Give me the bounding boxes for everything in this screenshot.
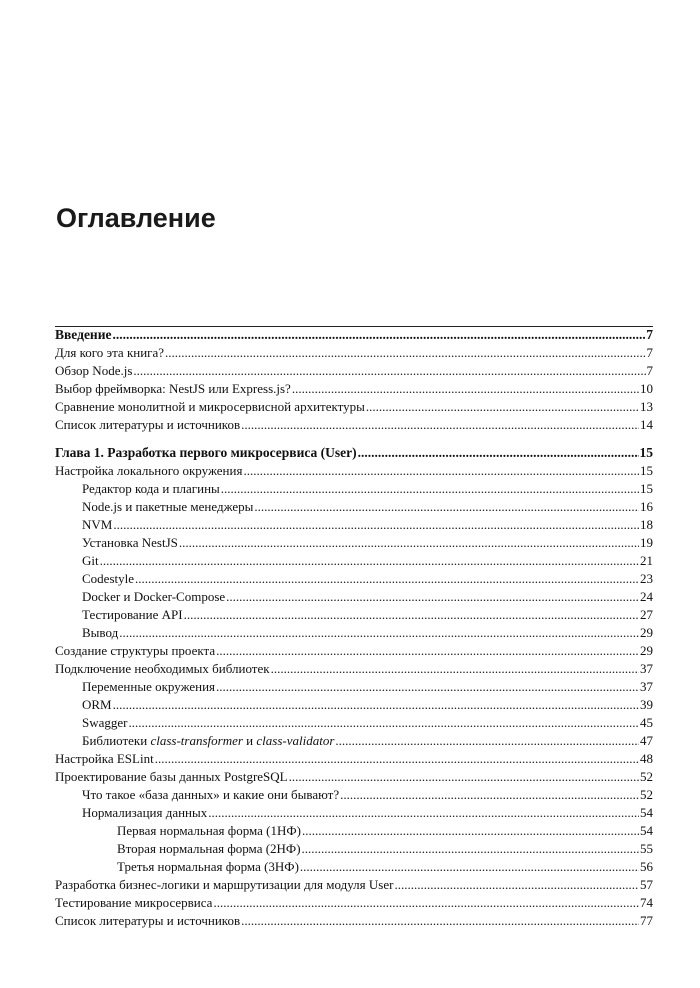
toc-dot-leader [243,462,639,480]
toc-entry[interactable] [55,480,653,498]
toc-entry[interactable] [55,552,653,570]
toc-entry[interactable] [55,498,653,516]
toc-entry-title: Нормализация данных [82,805,208,820]
toc-entry-page: 24 [640,589,653,604]
toc-dot-leader [208,804,639,822]
toc-entry-title: Библиотеки class-transformer и class-validator [82,733,335,748]
toc-dot-leader [213,894,639,912]
toc-entry[interactable] [55,732,653,750]
page-title: Оглавление [56,203,216,233]
toc-entry[interactable] [55,362,653,380]
toc-entry-page: 29 [640,625,653,640]
toc-entry-page: 27 [640,607,653,622]
toc-entry-page: 45 [640,715,653,730]
toc-entry[interactable] [55,750,653,768]
toc-entry[interactable] [55,714,653,732]
toc-dot-leader [241,912,639,930]
toc-entry-title: Выбор фреймворка: NestJS или Express.js? [55,381,291,396]
toc-dot-leader [366,398,639,416]
toc-entry-title: Создание структуры проекта [55,643,216,658]
toc-entry-title: Разработка бизнес-логики и маршрутизации для модуля User [55,877,394,892]
table-of-contents [55,326,653,930]
toc-dot-leader [184,606,639,624]
toc-entry-page: 54 [640,823,653,838]
toc-entry[interactable] [55,804,653,822]
toc-entry-page: 29 [640,643,653,658]
toc-dot-leader [100,552,639,570]
toc-entry[interactable] [55,696,653,714]
toc-entry[interactable] [55,876,653,894]
toc-entry[interactable] [55,606,653,624]
toc-entry-title: Для кого эта книга? [55,345,165,360]
toc-entry-title: Настройка ESLint [55,751,154,766]
toc-dot-leader [133,362,645,380]
toc-entry[interactable] [55,588,653,606]
toc-entry[interactable] [55,912,653,930]
toc-entry-title: Обзор Node.js [55,363,133,378]
toc-entry-page: 48 [640,751,653,766]
toc-entry-page: 52 [640,787,653,802]
toc-dot-leader [292,380,639,398]
toc-dot-leader [216,678,639,696]
toc-entry-title: Docker и Docker-Compose [82,589,226,604]
toc-entry-page: 15 [639,445,653,460]
toc-entry-page: 47 [640,733,653,748]
toc-entry[interactable] [55,398,653,416]
toc-entry-title: Глава 1. Разработка первого микросервиса (User) [55,445,357,460]
toc-entry[interactable] [55,822,653,840]
toc-entry-page: 16 [640,499,653,514]
toc-entry-page: 7 [646,363,653,378]
toc-entry-page: 14 [640,417,653,432]
toc-entry-title: Переменные окружения [82,679,216,694]
toc-entry-page: 19 [640,535,653,550]
toc-entry-page: 7 [646,345,653,360]
toc-dot-leader [179,534,639,552]
toc-entry-page: 54 [640,805,653,820]
toc-dot-leader [302,840,639,858]
toc-entry-title: Тестирование микросервиса [55,895,213,910]
toc-entry-title: Сравнение монолитной и микросервисной архитектуры [55,399,365,414]
toc-entry[interactable] [55,786,653,804]
toc-entry-title: NVM [82,517,113,532]
toc-dot-leader [340,786,639,804]
toc-entry-title: Установка NestJS [82,535,178,550]
toc-entry[interactable] [55,380,653,398]
toc-dot-leader [300,858,639,876]
toc-entry-page: 56 [640,859,653,874]
toc-entry-page: 55 [640,841,653,856]
toc-dot-leader [302,822,639,840]
toc-entry-page: 37 [640,679,653,694]
toc-entry-page: 15 [640,463,653,478]
toc-dot-leader [112,326,645,344]
toc-dot-leader [129,714,640,732]
toc-entry-title: Тестирование API [82,607,183,622]
toc-entry-title: Вторая нормальная форма (2НФ) [117,841,301,856]
toc-entry-page: 74 [640,895,653,910]
toc-entry-title: Node.js и пакетные менеджеры [82,499,254,514]
toc-entry-page: 57 [640,877,653,892]
toc-entry-title: Настройка локального окружения [55,463,243,478]
toc-entry[interactable] [55,416,653,434]
toc-entry[interactable] [55,326,653,344]
toc-dot-leader [394,876,639,894]
toc-entry[interactable] [55,516,653,534]
toc-dot-leader [226,588,639,606]
toc-entry-title: Swagger [82,715,128,730]
toc-entry[interactable] [55,570,653,588]
toc-entry[interactable] [55,444,653,462]
toc-entry-title: ORM [82,697,112,712]
toc-dot-leader [119,624,639,642]
toc-entry-title: Что такое «база данных» и какие они бывают? [82,787,340,802]
toc-entry-page: 39 [640,697,653,712]
toc-entry-title: Подключение необходимых библиотек [55,661,270,676]
toc-entry[interactable] [55,768,653,786]
toc-entry-page: 77 [640,913,653,928]
toc-entry-title: Codestyle [82,571,134,586]
toc-dot-leader [135,570,639,588]
toc-entry-title: Список литературы и источников [55,913,241,928]
toc-entry-page: 37 [640,661,653,676]
toc-entry[interactable] [55,660,653,678]
toc-dot-leader [155,750,639,768]
toc-entry-page: 21 [640,553,653,568]
toc-entry-page: 10 [640,381,653,396]
toc-entry[interactable] [55,678,653,696]
toc-dot-leader [358,444,639,462]
toc-dot-leader [221,480,639,498]
toc-entry[interactable] [55,624,653,642]
toc-dot-leader [216,642,639,660]
toc-dot-leader [241,416,639,434]
toc-entry-page: 52 [640,769,653,784]
toc-entry-title: Git [82,553,99,568]
toc-entry-title: Проектирование базы данных PostgreSQL [55,769,288,784]
toc-entry-title: Список литературы и источников [55,417,241,432]
toc-entry-page: 18 [640,517,653,532]
toc-entry-page: 15 [640,481,653,496]
toc-dot-leader [335,732,639,750]
toc-dot-leader [289,768,639,786]
toc-entry-title: Редактор кода и плагины [82,481,220,496]
toc-entry-title: Введение [55,327,112,342]
toc-dot-leader [254,498,639,516]
toc-entry-page: 7 [646,327,653,342]
toc-entry[interactable] [55,894,653,912]
toc-entry-title: Вывод [82,625,119,640]
toc-dot-leader [271,660,639,678]
toc-dot-leader [165,344,645,362]
toc-entry-page: 23 [640,571,653,586]
toc-dot-leader [113,696,639,714]
toc-entry[interactable] [55,534,653,552]
toc-entry[interactable] [55,344,653,362]
toc-entry[interactable] [55,462,653,480]
toc-entry-title: Первая нормальная форма (1НФ) [117,823,301,838]
toc-entry-title: Третья нормальная форма (3НФ) [117,859,299,874]
toc-entry-page: 13 [640,399,653,414]
toc-dot-leader [113,516,639,534]
toc-entry[interactable] [55,858,653,876]
toc-entry[interactable] [55,642,653,660]
toc-entry[interactable] [55,840,653,858]
